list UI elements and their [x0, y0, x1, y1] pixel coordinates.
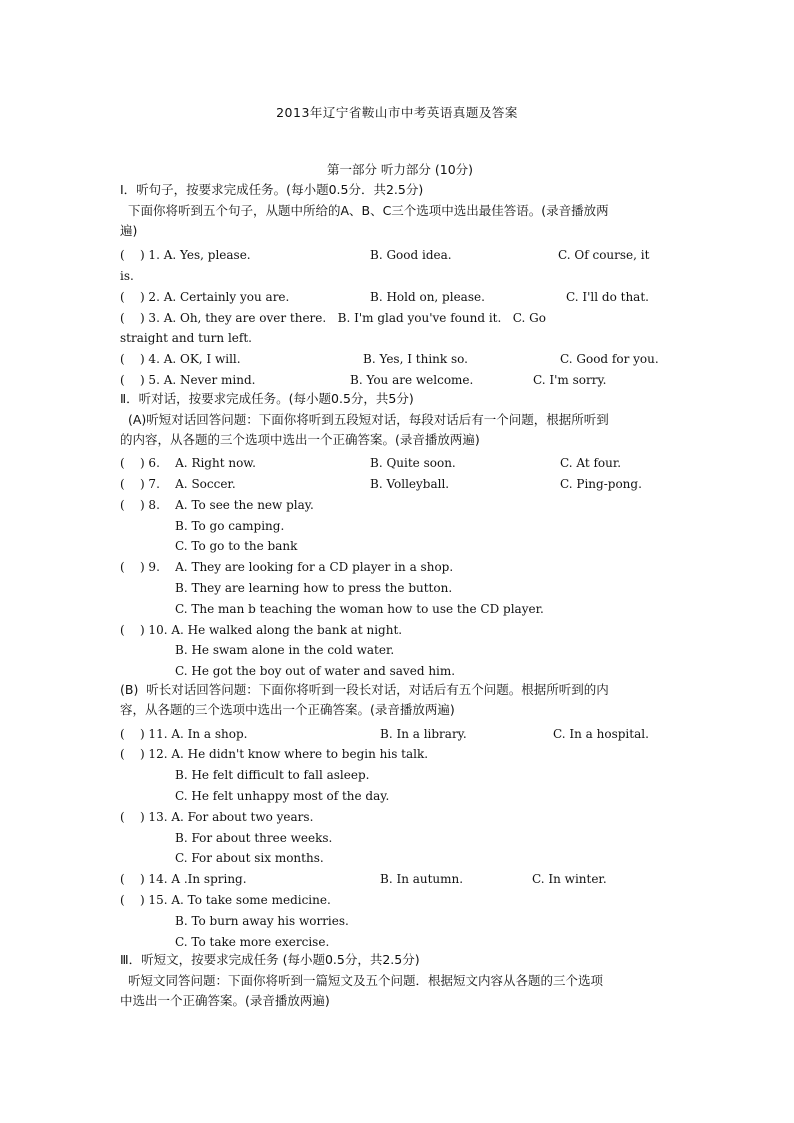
q10-option-c: C. He got the boy out of water and saved him. — [175, 664, 456, 678]
q15-option-b: B. To burn away his worries. — [175, 914, 349, 928]
section3-heading: Ⅲ．听短文，按要求完成任务 (每小题0.5分，共2.5分) — [120, 952, 420, 967]
q8-option-c: C. To go to the bank — [175, 539, 298, 553]
question-3: ( ) 3. A. Oh, they are over there. B. I'm glad you've found it. C. Go — [120, 311, 546, 325]
q14-option-a: ( ) 14. A .In spring. — [120, 872, 247, 886]
q1-option-b: B. Good idea. — [370, 248, 452, 262]
section3-instruction: 听短文同答问题：下面你将听到一篇短文及五个问题．根据短文内容从各题的三个选项 — [120, 973, 603, 988]
question-9: ( ) 9. A. They are looking for a CD player in a shop. — [120, 560, 454, 574]
section1-heading: Ⅰ．听句子，按要求完成任务。(每小题0.5分．共2.5分) — [120, 182, 424, 197]
q1-option-a: ( ) 1. A. Yes, please. — [120, 248, 251, 262]
q14-option-c: C. In winter. — [532, 872, 607, 886]
q9-option-b: B. They are learning how to press the button. — [175, 581, 453, 595]
q12-option-b: B. He felt difficult to fall asleep. — [175, 768, 370, 782]
q2-option-a: ( ) 2. A. Certainly you are. — [120, 290, 290, 304]
question-3-cont: straight and turn left. — [120, 331, 252, 345]
page-title: 2013年辽宁省鞍山市中考英语真题及答案 — [276, 105, 518, 120]
section3-instruction-cont: 中选出一个正确答案。(录音播放两遍) — [120, 993, 330, 1008]
q9-option-c: C. The man b teaching the woman how to use the CD player. — [175, 602, 544, 616]
q6-option-c: C. At four. — [560, 456, 622, 470]
q6-option-b: B. Quite soon. — [370, 456, 456, 470]
q7-option-b: B. Volleyball. — [370, 477, 450, 491]
section2a-instruction: (A)听短对话回答问题：下面你将听到五段短对话，每段对话后有一个问题，根据所听到 — [120, 412, 609, 427]
question-8: ( ) 8. A. To see the new play. — [120, 498, 314, 512]
q12-option-c: C. He felt unhappy most of the day. — [175, 789, 390, 803]
q11-option-a: ( ) 11. A. In a shop. — [120, 727, 248, 741]
q4-option-c: C. Good for you. — [560, 352, 659, 366]
section2a-instruction-cont: 的内容，从各题的三个选项中选出一个正确答案。(录音播放两遍) — [120, 432, 480, 447]
section2b-instruction-cont: 容，从各题的三个选项中选出一个正确答案。(录音播放两遍) — [120, 702, 455, 717]
q13-option-c: C. For about six months. — [175, 851, 324, 865]
q6-option-a: ( ) 6. A. Right now. — [120, 456, 256, 470]
q8-option-b: B. To go camping. — [175, 519, 285, 533]
q7-option-c: C. Ping-pong. — [560, 477, 642, 491]
q1-option-c-cont: is. — [120, 269, 134, 283]
q2-option-b: B. Hold on, please. — [370, 290, 485, 304]
q5-option-c: C. I'm sorry. — [533, 373, 607, 387]
section2b-instruction: (B) 听长对话回答问题：下面你将听到一段长对话，对话后有五个问题。根据所听到的内 — [120, 682, 609, 697]
question-12: ( ) 12. A. He didn't know where to begin his talk. — [120, 747, 429, 761]
q11-option-b: B. In a library. — [380, 727, 467, 741]
question-15: ( ) 15. A. To take some medicine. — [120, 893, 331, 907]
q11-option-c: C. In a hospital. — [553, 727, 649, 741]
q14-option-b: B. In autumn. — [380, 872, 464, 886]
section2-heading: Ⅱ．听对话，按要求完成任务。(每小题0.5分，共5分) — [120, 391, 414, 406]
q15-option-c: C. To take more exercise. — [175, 935, 330, 949]
section1-instruction: 下面你将听到五个句子，从题中所给的A、B、C三个选项中选出最佳答语。(录音播放两 — [120, 203, 609, 218]
part1-header: 第一部分 听力部分 (10分) — [326, 162, 474, 177]
q4-option-b: B. Yes, I think so. — [363, 352, 468, 366]
q13-option-b: B. For about three weeks. — [175, 831, 333, 845]
q5-option-b: B. You are welcome. — [350, 373, 474, 387]
q7-option-a: ( ) 7. A. Soccer. — [120, 477, 236, 491]
q4-option-a: ( ) 4. A. OK, I will. — [120, 352, 241, 366]
q10-option-b: B. He swam alone in the cold water. — [175, 643, 395, 657]
q1-option-c: C. Of course, it — [558, 248, 650, 262]
question-13: ( ) 13. A. For about two years. — [120, 810, 314, 824]
section1-instruction-cont: 遍) — [120, 223, 138, 238]
q5-option-a: ( ) 5. A. Never mind. — [120, 373, 256, 387]
question-10: ( ) 10. A. He walked along the bank at night. — [120, 623, 403, 637]
q2-option-c: C. I'll do that. — [566, 290, 649, 304]
